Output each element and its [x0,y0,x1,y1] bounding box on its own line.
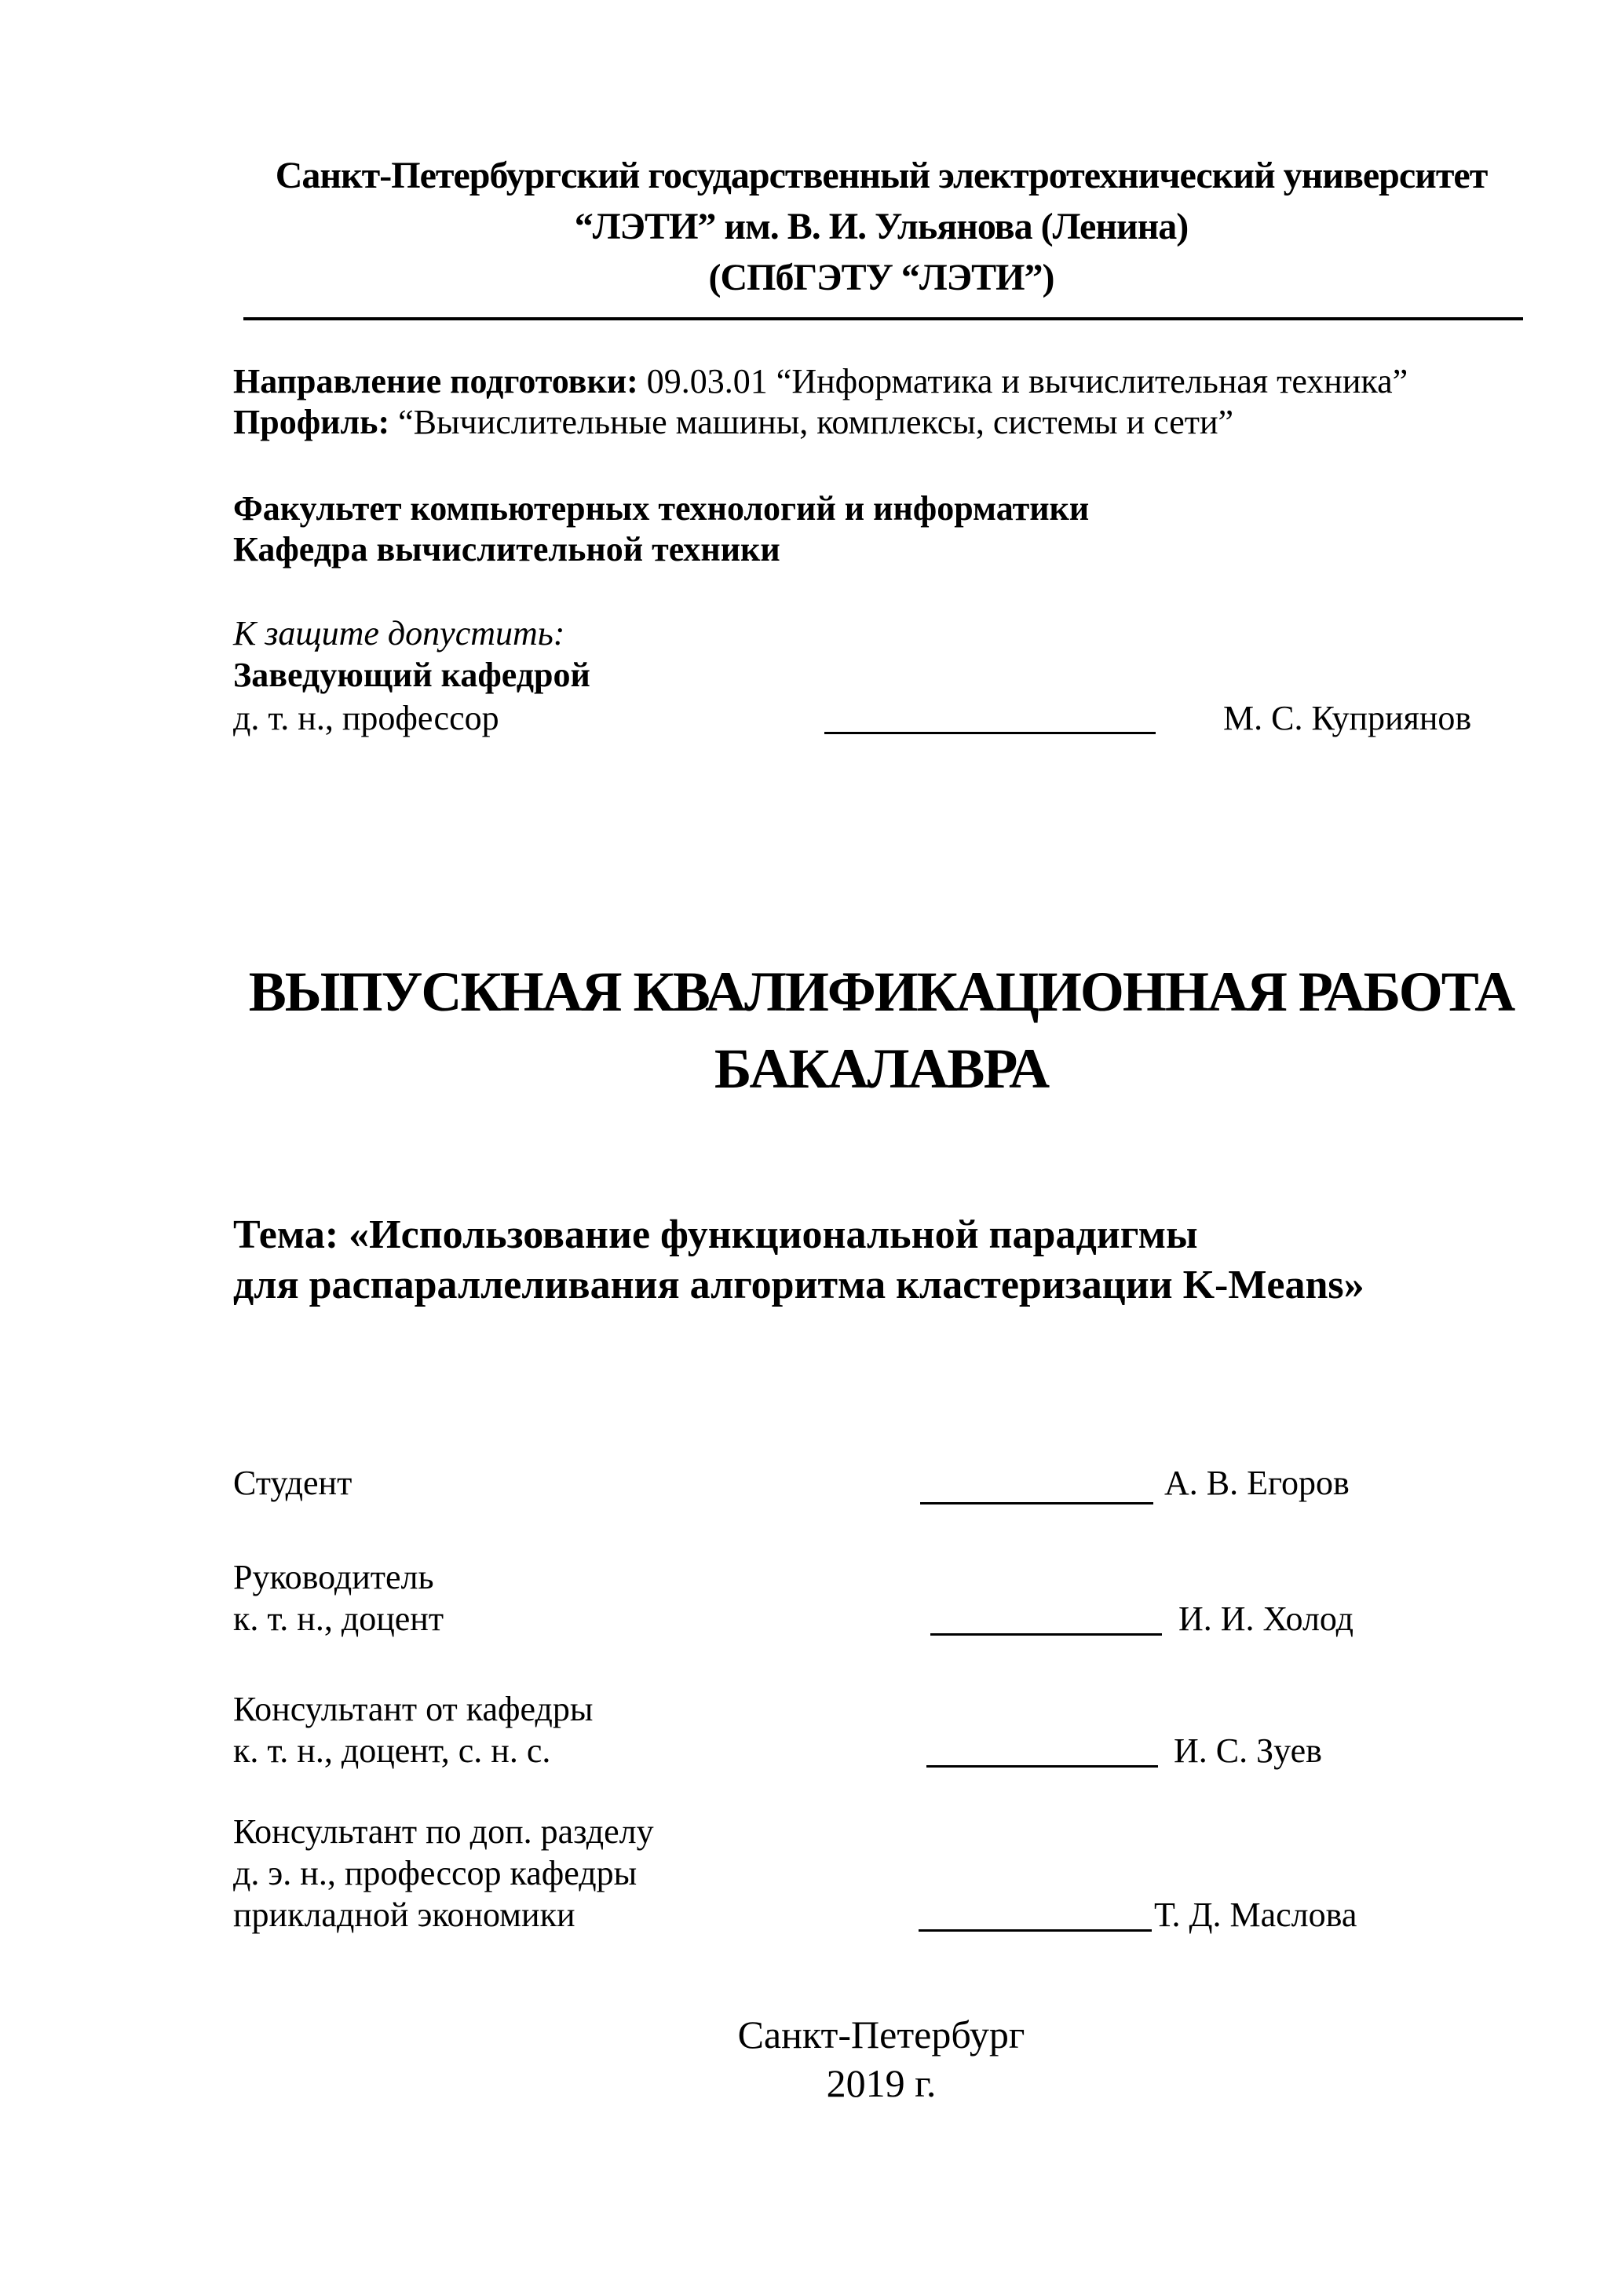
profile-line [233,403,1233,443]
direction-label: Направление подготовки: [233,362,638,400]
supervisor-name: И. И. Холод [1178,1600,1354,1638]
header-divider-rule [243,317,1523,320]
admit-line: К защите допустить: [233,614,565,653]
student-role-label: Студент [233,1464,353,1502]
university-name-line2: “ЛЭТИ” им. В. И. Ульянова (Ленина) [574,206,1189,247]
dept-consultant-degree-label: к. т. н., доцент, с. н. с. [233,1731,551,1770]
department-head-title: Заведующий кафедрой [233,656,590,694]
university-name-line3: (СПбГЭТУ “ЛЭТИ”) [708,257,1054,298]
addl-consultant-name: Т. Д. Маслова [1154,1896,1357,1934]
addl-consultant-signature-blank [919,1929,1152,1932]
department-head-signature-blank [824,732,1156,734]
direction-value: 09.03.01 “Информатика и вычислительная техника” [637,362,1408,400]
student-signature-blank [920,1502,1153,1504]
year-line: 2019 г. [826,2061,937,2105]
department-head-degree: д. т. н., профессор [233,699,499,737]
department-head-name: М. С. Куприянов [1223,699,1472,737]
topic-line2: для распараллеливания алгоритма кластеризации K-Means» [233,1263,1364,1307]
department-line: Кафедра вычислительной техники [233,530,780,569]
profile-label: Профиль: [233,403,390,441]
profile-value: “Вычислительные машины, комплексы, системы и сети” [389,403,1234,441]
dept-consultant-name: И. С. Зуев [1174,1731,1322,1770]
addl-consultant-role-label: Консультант по доп. разделу [233,1812,654,1851]
supervisor-signature-blank [930,1633,1162,1636]
addl-consultant-degree-label: д. э. н., профессор кафедры [233,1854,637,1892]
city-line: Санкт-Петербург [737,2013,1025,2057]
thesis-title-line1: ВЫПУСКНАЯ КВАЛИФИКАЦИОННАЯ РАБОТА [248,960,1514,1023]
topic-line1: Тема: «Использование функциональной парадигмы [233,1212,1198,1257]
dept-consultant-role-label: Консультант от кафедры [233,1690,594,1728]
university-name-line1: Санкт-Петербургский государственный электротехнический университет [275,155,1488,196]
supervisor-role-label: Руководитель [233,1558,434,1596]
faculty-line: Факультет компьютерных технологий и информатики [233,489,1090,528]
thesis-title-line2: БАКАЛАВРА [714,1037,1049,1100]
direction-line [233,362,1408,402]
supervisor-degree-label: к. т. н., доцент [233,1600,444,1638]
dept-consultant-signature-blank [926,1765,1158,1768]
student-name: А. В. Егоров [1164,1464,1350,1502]
addl-consultant-degree-label2: прикладной экономики [233,1896,575,1934]
